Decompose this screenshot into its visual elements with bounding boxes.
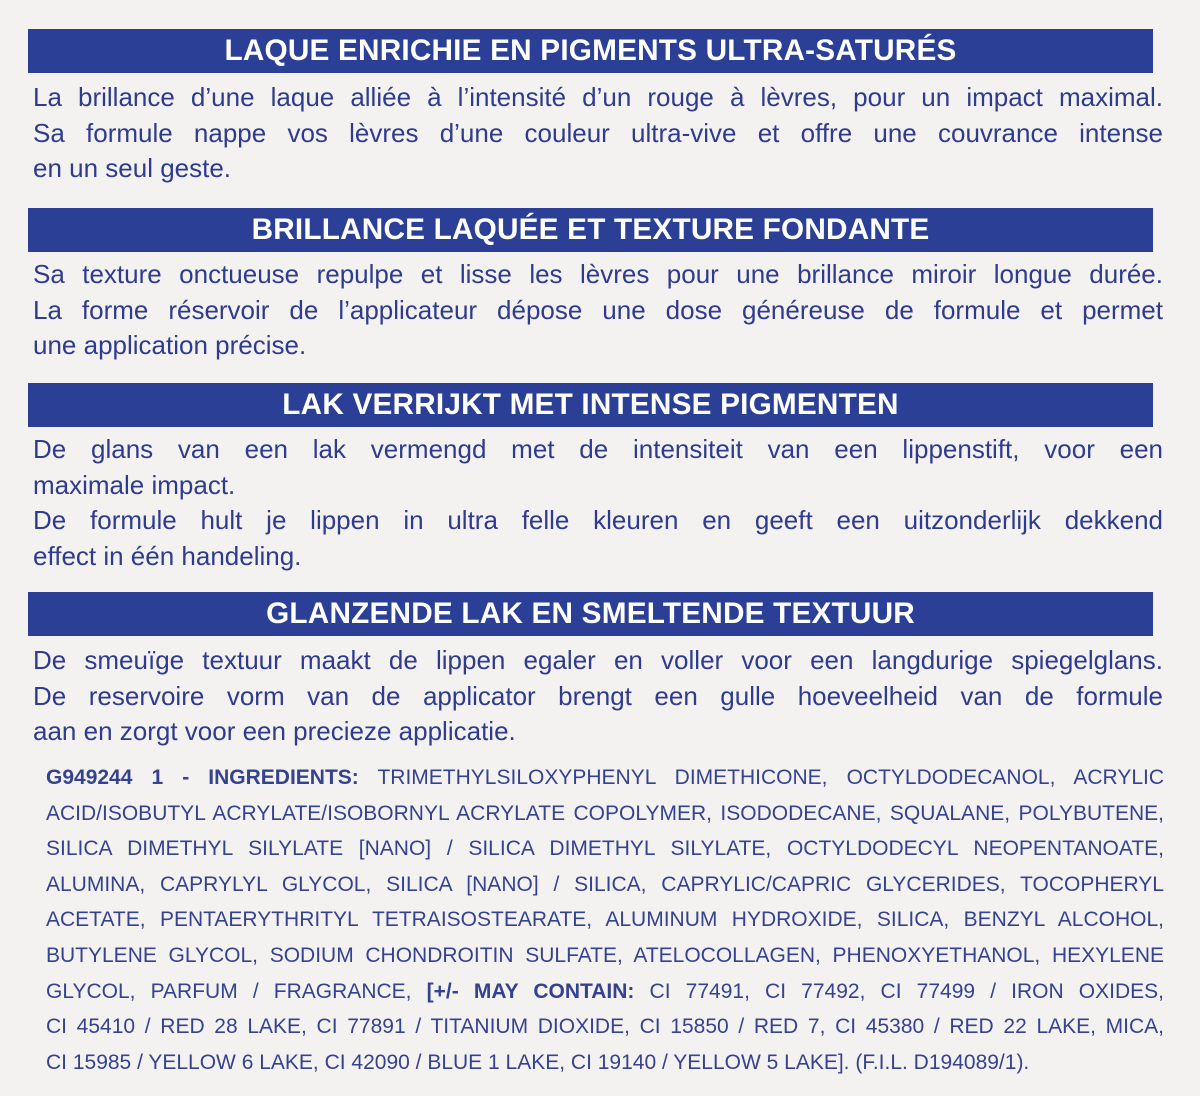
text-line: Sa texture onctueuse repulpe et lisse les lèvres pour une brillance miroir longue durée.: [33, 259, 1163, 289]
ingredients-list: [46, 760, 1164, 1080]
text-line: De glans van een lak vermengd met de intensiteit van een lippenstift, voor een: [33, 434, 1163, 464]
ingredients-line: SILICA DIMETHYL SILYLATE [NANO] / SILICA DIMETHYL SILYLATE, OCTYLDODECYL NEOPENTANOATE,: [46, 837, 1164, 861]
section-heading-glanzende-lak: GLANZENDE LAK EN SMELTENDE TEXTUUR: [28, 592, 1153, 636]
text-line: effect in één handeling.: [33, 540, 302, 571]
text-line: De formule hult je lippen in ultra felle kleuren en geeft een uitzonderlijk dekkend: [33, 505, 1163, 535]
text-line: De smeuïge textuur maakt de lippen egaler en voller voor een langdurige spiegelglans.: [33, 645, 1163, 675]
ingredients-line: CI 15985 / YELLOW 6 LAKE, CI 42090 / BLUE 1 LAKE, CI 19140 / YELLOW 5 LAKE]. (F.I.L. D194089/1).: [46, 1050, 1030, 1074]
text-line: en un seul geste.: [33, 153, 232, 183]
ingredients-line: ACETATE, PENTAERYTHRITYL TETRAISOSTEARATE, ALUMINUM HYDROXIDE, SILICA, BENZYL ALCOHOL,: [46, 908, 1164, 932]
ingredients-line: ACID/ISOBUTYL ACRYLATE/ISOBORNYL ACRYLATE COPOLYMER, ISODODECANE, SQUALANE, POLYBUTENE,: [46, 801, 1164, 825]
may-contain-label: [+/- MAY CONTAIN:: [426, 979, 635, 1003]
text-line: Sa formule nappe vos lèvres d’une couleur ultra-vive et offre une couvrance intense: [33, 117, 1163, 148]
section-text-glanzende-lak: [33, 643, 1163, 750]
text-line: maximale impact.: [33, 469, 236, 500]
section-text-laque-enrichie: [33, 80, 1163, 187]
text-line: La forme réservoir de l’applicateur dépose une dose généreuse de formule et permet: [33, 294, 1163, 325]
ingredients-line: G949244 1 - INGREDIENTS: TRIMETHYLSILOXYPHENYL DIMETHICONE, OCTYLDODECANOL, ACRYLIC: [46, 766, 1165, 789]
section-text-lak-verrijkt: [33, 432, 1163, 574]
section-text-brillance-laquee: [33, 257, 1163, 364]
ingredients-label: G949244 1 - INGREDIENTS:: [46, 766, 359, 789]
text-line: La brillance d’une laque alliée à l’intensité d’un rouge à lèvres, pour un impact maximal.: [33, 82, 1163, 112]
text-line: aan en zorgt voor een precieze applicatie.: [33, 716, 516, 746]
ingredients-line: ALUMINA, CAPRYLYL GLYCOL, SILICA [NANO] / SILICA, CAPRYLIC/CAPRIC GLYCERIDES, TOCOPHERYL: [46, 872, 1164, 896]
text-line: une application précise.: [33, 330, 307, 360]
ingredients-line: BUTYLENE GLYCOL, SODIUM CHONDROITIN SULFATE, ATELOCOLLAGEN, PHENOXYETHANOL, HEXYLENE: [46, 943, 1164, 967]
section-heading-brillance-laquee: BRILLANCE LAQUÉE ET TEXTURE FONDANTE: [28, 208, 1153, 252]
text-line: De reservoire vorm van de applicator brengt een gulle hoeveelheid van de formule: [33, 680, 1163, 711]
section-heading-laque-enrichie: LAQUE ENRICHIE EN PIGMENTS ULTRA-SATURÉS: [28, 29, 1153, 73]
ingredients-line: GLYCOL, PARFUM / FRAGRANCE, [+/- MAY CONTAIN: CI 77491, CI 77492, CI 77499 / IRON OXIDES,: [46, 979, 1164, 1003]
ingredients-line: CI 45410 / RED 28 LAKE, CI 77891 / TITANIUM DIOXIDE, CI 15850 / RED 7, CI 45380 / RED 22 LAKE, MICA,: [46, 1015, 1164, 1039]
section-heading-lak-verrijkt: LAK VERRIJKT MET INTENSE PIGMENTEN: [28, 383, 1153, 427]
